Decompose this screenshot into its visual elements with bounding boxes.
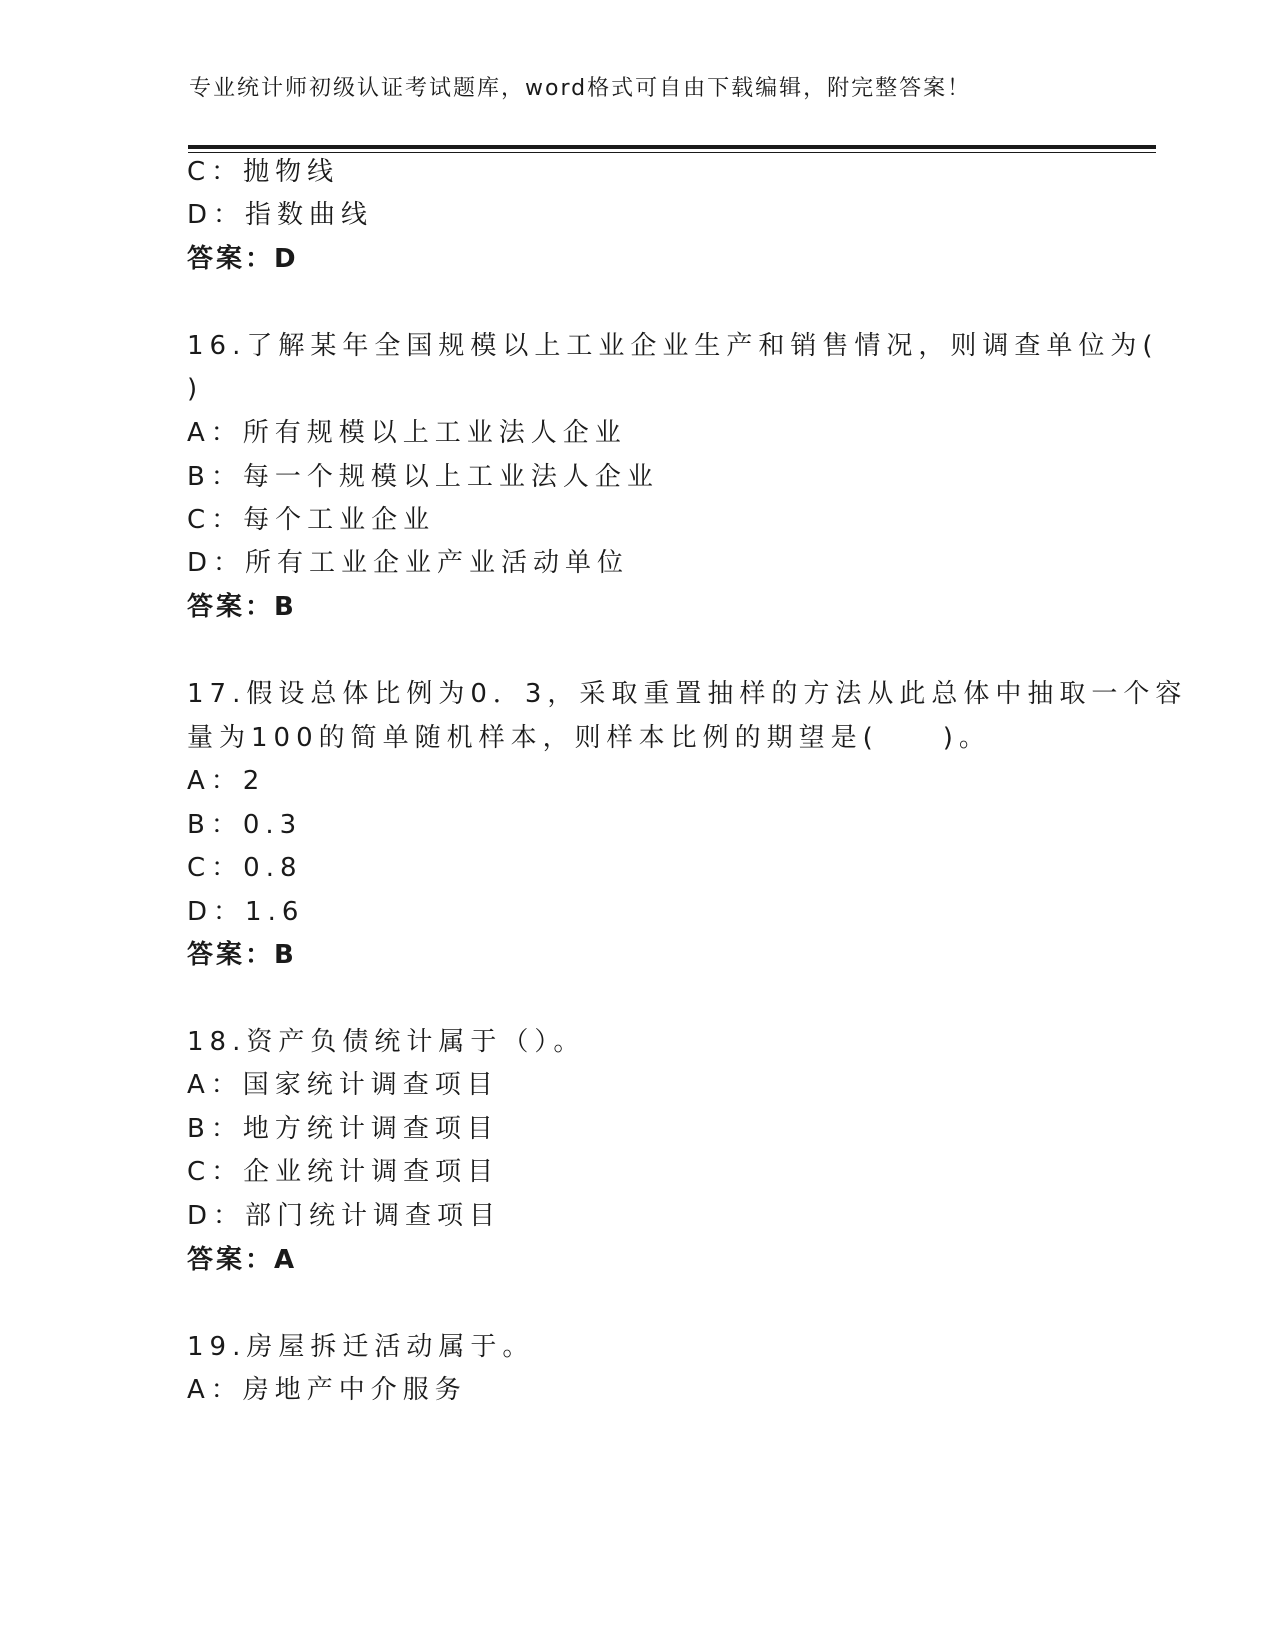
q18-question-line1: 18.资产负债统计属于（）。 (187, 1027, 586, 1057)
q18-answer: 答案：A (187, 1245, 298, 1275)
header-divider-thin (188, 152, 1156, 153)
q19-question-line1: 19.房屋拆迁活动属于。 (187, 1332, 535, 1362)
q17-question-line1: 17.假设总体比例为0．3，采取重置抽样的方法从此总体中抽取一个容 (187, 679, 1188, 709)
q17-option-d: D：1.6 (187, 897, 305, 927)
page-header: 专业统计师初级认证考试题库，word格式可自由下载编辑，附完整答案！ (189, 76, 972, 101)
q15-option-d: D：指数曲线 (187, 200, 374, 230)
q16-option-a: A：所有规模以上工业法人企业 (187, 418, 627, 448)
q17-answer: 答案：B (187, 940, 297, 970)
q17-option-c: C：0.8 (187, 853, 303, 883)
q18-option-c: C：企业统计调查项目 (187, 1157, 500, 1187)
q18-option-a: A：国家统计调查项目 (187, 1070, 499, 1100)
q16-question-line2: ) (187, 374, 204, 404)
q17-question-line2: 量为100的简单随机样本，则样本比例的期望是( )。 (187, 723, 991, 753)
q16-option-d: D：所有工业企业产业活动单位 (187, 548, 630, 578)
q16-question-line1: 16.了解某年全国规模以上工业企业生产和销售情况，则调查单位为( (187, 331, 1159, 361)
q15-option-c: C：抛物线 (187, 157, 340, 187)
q18-option-b: B：地方统计调查项目 (187, 1114, 499, 1144)
q18-option-d: D：部门统计调查项目 (187, 1201, 502, 1231)
q16-option-b: B：每一个规模以上工业法人企业 (187, 462, 659, 492)
q19-option-a: A：房地产中介服务 (187, 1375, 467, 1405)
q16-answer: 答案：B (187, 592, 297, 622)
header-divider-thick (188, 145, 1156, 149)
q17-option-a: A：2 (187, 766, 266, 796)
q17-option-b: B：0.3 (187, 810, 303, 840)
q15-answer: 答案：D (187, 244, 299, 274)
q16-option-c: C：每个工业企业 (187, 505, 436, 535)
